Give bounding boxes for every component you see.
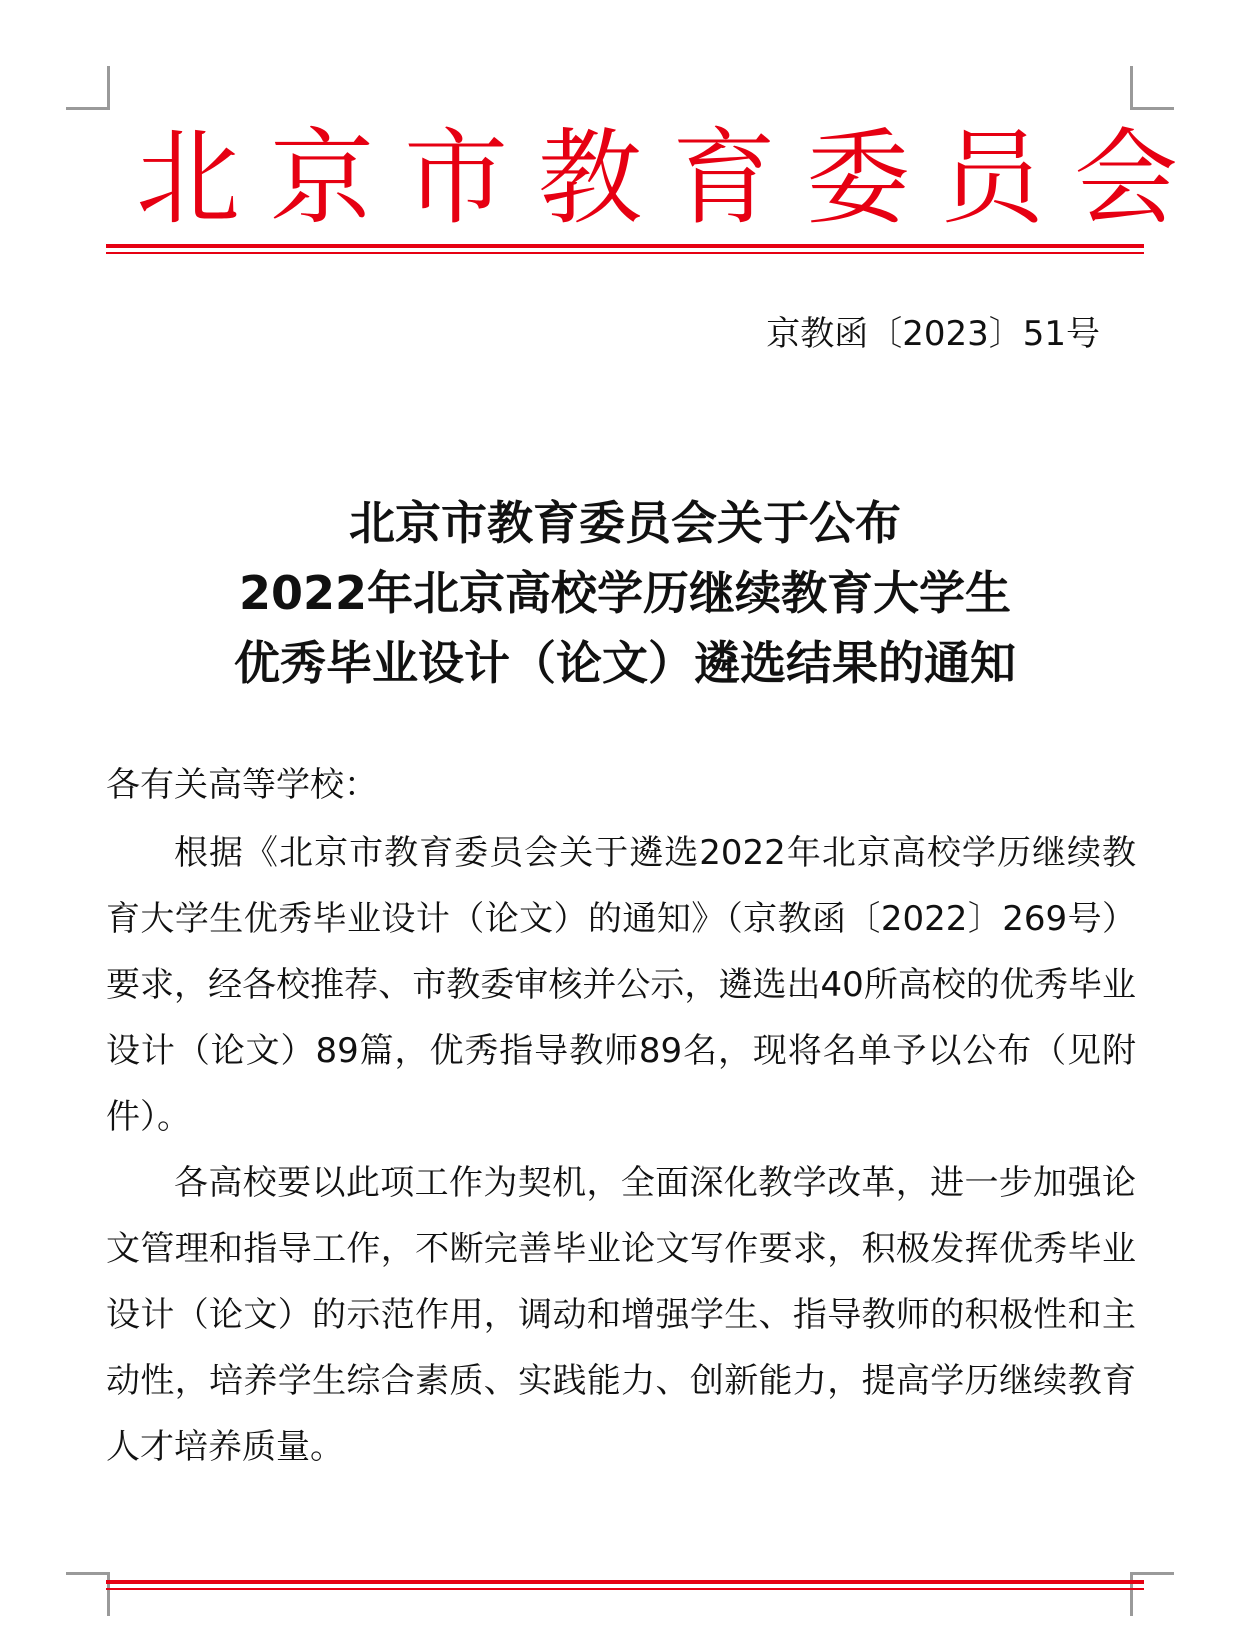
crop-mark-top-left: [66, 66, 110, 110]
crop-mark-top-right: [1130, 66, 1174, 110]
title-line-1: 北京市教育委员会关于公布: [349, 496, 901, 550]
crop-mark-bottom-right: [1130, 1572, 1174, 1616]
footer-red-rule-thin: [106, 1588, 1144, 1590]
body-paragraph-1: 根据《北京市教育委员会关于遴选2022年北京高校学历继续教育大学生优秀毕业设计（论文）的通知》（京教函〔2022〕269号）要求，经各校推荐、市教委审核并公示，遴选出40所高校的优秀毕业设计（论文）89篇，优秀指导教师89名，现将名单予以公布（见附件）。: [106, 833, 1136, 1137]
title-line-3: 优秀毕业设计（论文）遴选结果的通知: [234, 636, 1016, 690]
salutation: 各有关高等学校：: [106, 765, 378, 805]
title-line-2: 2022年北京高校学历继续教育大学生: [238, 566, 1012, 620]
masthead-title: 北京市教育委员会: [136, 117, 1209, 239]
crop-mark-bottom-left: [66, 1572, 110, 1616]
document-body: [106, 820, 1136, 1480]
masthead-red-rule: [106, 244, 1144, 248]
document-number: 京教函〔2023〕51号: [766, 314, 1100, 354]
document-title: [106, 488, 1144, 698]
masthead-red-rule-thin: [106, 252, 1144, 254]
footer-red-rule: [106, 1580, 1144, 1584]
body-paragraph-2: 各高校要以此项工作为契机，全面深化教学改革，进一步加强论文管理和指导工作，不断完善毕业论文写作要求，积极发挥优秀毕业设计（论文）的示范作用，调动和增强学生、指导教师的积极性和主动性，培养学生综合素质、实践能力、创新能力，提高学历继续教育人才培养质量。: [106, 1163, 1136, 1467]
